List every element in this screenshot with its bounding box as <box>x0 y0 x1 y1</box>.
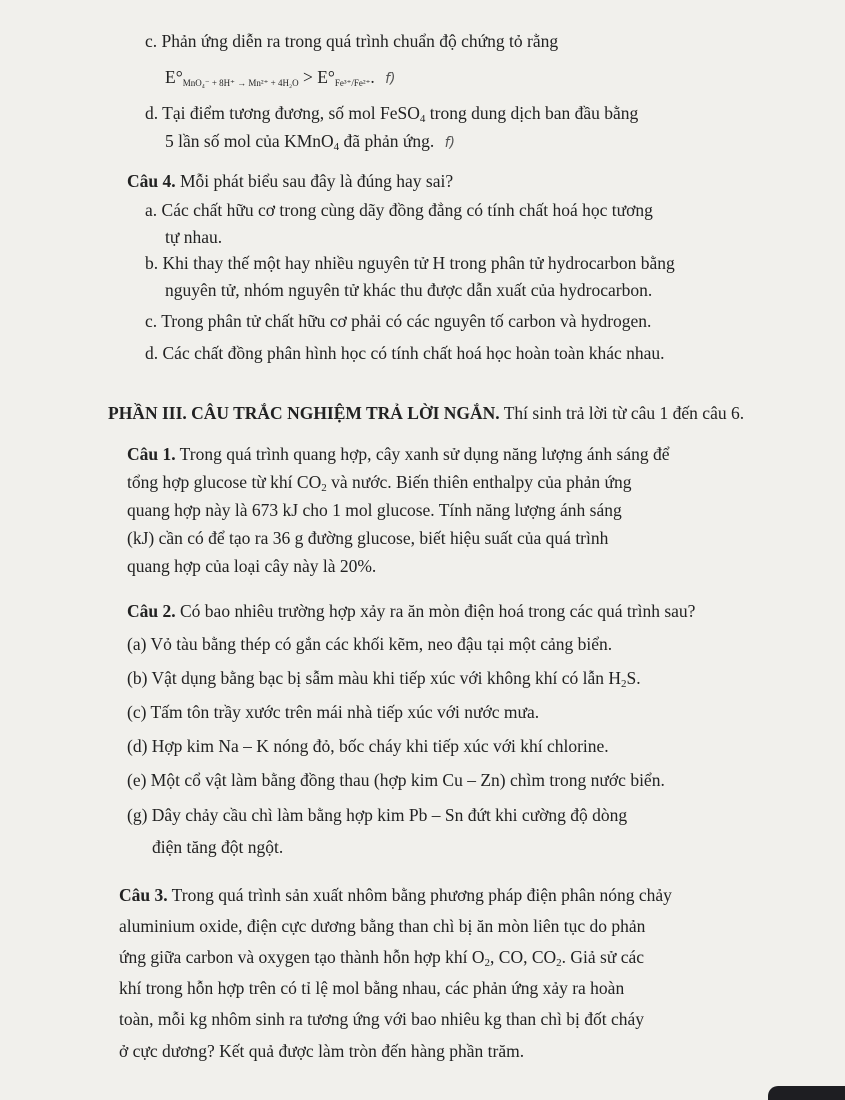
s3-question-3-line4: khí trong hỗn hợp trên có tỉ lệ mol bằng nhau, các phản ứng xảy ra hoàn <box>119 978 625 998</box>
s3-question-1-line2: tổng hợp glucose từ khí $CO_2$ và nước. Biến thiên enthalpy của phản ứng <box>127 472 632 494</box>
s3-question-3-line2: aluminium oxide, điện cực dương bằng than chì bị ăn mòn liên tục do phản <box>119 916 646 936</box>
s3-q2-item-g-line1: (g) Dây chảy cầu chì làm bằng hợp kim Pb – Sn đứt khi cường độ dòng <box>127 805 628 825</box>
q4-statement-b-line1: b. Khi thay thế một hay nhiều nguyên tử H trong phân tử hydrocarbon bằng <box>145 253 675 273</box>
statement-c: c. Phản ứng diễn ra trong quá trình chuẩn độ chứng tỏ rằng <box>145 31 559 51</box>
section-3-note: Thí sinh trả lời từ câu 1 đến câu 6. <box>499 403 745 423</box>
question-4-label: Câu 4. <box>127 171 176 191</box>
s3-question-3-line5: toàn, mỗi kg nhôm sinh ra tương ứng với bao nhiêu kg than chì bị đốt cháy <box>119 1009 644 1029</box>
s3-q2-item-c: (c) Tấm tôn trầy xước trên mái nhà tiếp xúc với nước mưa. <box>127 702 540 722</box>
section-3-heading <box>108 402 744 424</box>
q4-statement-d: d. Các chất đồng phân hình học có tính chất hoá học hoàn toàn khác nhau. <box>145 343 665 363</box>
eq-gt: > <box>298 67 318 87</box>
eq-lhs-sub: MnO₄⁻ + 8H⁺ → Mn²⁺ + 4H₂O <box>182 78 299 88</box>
eq-rhs-sub: Fe³⁺/Fe²⁺ <box>334 78 371 88</box>
handwritten-mark-d: f) <box>444 135 455 151</box>
q4-statement-a-line2: tự nhau. <box>165 227 223 247</box>
section-3-title: PHẦN III. CÂU TRẮC NGHIỆM TRẢ LỜI NGẮN. <box>108 403 500 423</box>
s3-question-3-line3: ứng giữa carbon và oxygen tạo thành hỗn hợp khí $O_2$, CO, $CO_2$. Giả sử các <box>119 947 645 969</box>
q4-statement-c: c. Trong phân tử chất hữu cơ phải có các nguyên tố carbon và hydrogen. <box>145 311 652 331</box>
s3-question-2-stem: Câu 2. Có bao nhiêu trường hợp xảy ra ăn mòn điện hoá trong các quá trình sau? <box>127 601 696 621</box>
eq-lhs: E° <box>165 67 183 87</box>
s3-q2-item-a: (a) Vỏ tàu bằng thép có gắn các khối kẽm, neo đậu tại một cảng biển. <box>127 634 613 654</box>
s3-q2-item-b: (b) Vật dụng bằng bạc bị sẫm màu khi tiếp xúc với không khí có lẫn $H_2S$. <box>127 668 641 690</box>
s3-question-3-line1: Câu 3. Trong quá trình sản xuất nhôm bằng phương pháp điện phân nóng chảy <box>119 885 672 905</box>
dark-corner-shadow <box>768 1086 845 1100</box>
statement-d-line1: d. Tại điểm tương đương, số mol FeSO$_4$ trong dung dịch ban đầu bằng <box>145 103 639 125</box>
electrode-potential-inequality: $E^\circ_{MnO_4^- + 8H^+ \to Mn^{2+} + 4H_2O} > E^\circ_{Fe^{3+}/Fe^{2+}}$. f) <box>165 67 396 88</box>
s3-question-1-line1: Câu 1. Trong quá trình quang hợp, cây xanh sử dụng năng lượng ánh sáng để <box>127 444 670 464</box>
q4-statement-a-line1: a. Các chất hữu cơ trong cùng dãy đồng đẳng có tính chất hoá học tương <box>145 200 653 220</box>
s3-q2-item-g-line2: điện tăng đột ngột. <box>152 837 284 857</box>
s3-q2-item-e: (e) Một cổ vật làm bằng đồng thau (hợp kim Cu – Zn) chìm trong nước biển. <box>127 770 665 790</box>
s3-question-1-line4: (kJ) cần có để tạo ra 36 g đường glucose, biết hiệu suất của quá trình <box>127 528 609 548</box>
s3-question-1-line5: quang hợp của loại cây này là 20%. <box>127 556 377 576</box>
s3-question-1-line3: quang hợp này là 673 kJ cho 1 mol glucose. Tính năng lượng ánh sáng <box>127 500 622 520</box>
s3-question-3-label: Câu 3. <box>119 885 168 905</box>
handwritten-mark-c: f) <box>385 71 396 87</box>
statement-d-line2: 5 lần số mol của KMnO$_4$ đã phản ứng. f) <box>165 131 455 153</box>
q4-statement-b-line2: nguyên tử, nhóm nguyên tử khác thu được dẫn xuất của hydrocarbon. <box>165 280 653 300</box>
eq-rhs: E° <box>317 67 335 87</box>
s3-question-3-line6: ở cực dương? Kết quả được làm tròn đến hàng phần trăm. <box>119 1041 525 1061</box>
question-4-stem: Câu 4. Mỗi phát biểu sau đây là đúng hay sai? <box>127 171 454 191</box>
s3-question-1-label: Câu 1. <box>127 444 176 464</box>
s3-q2-item-d: (d) Hợp kim Na – K nóng đỏ, bốc cháy khi tiếp xúc với khí chlorine. <box>127 736 609 756</box>
s3-question-2-label: Câu 2. <box>127 601 176 621</box>
